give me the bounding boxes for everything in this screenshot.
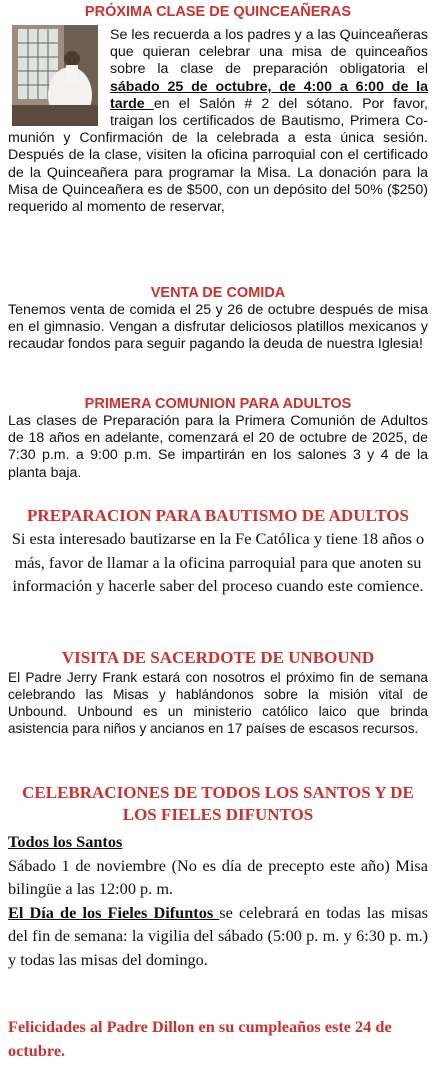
- difuntos-subheading: El Día de los Fieles Difuntos: [8, 902, 220, 922]
- santos-text: Sábado 1 de noviembre (No es día de precepto este año) Misa bilingüe a las 12:00 p. m.: [8, 855, 428, 898]
- unbound-heading: VISITA DE SACERDOTE DE UNBOUND: [61, 648, 375, 667]
- quinceanera-section: [8, 3, 428, 216]
- birthday-text: Felicidades al Padre Dillon en su cumpleaños este 24 de octubre.: [8, 1017, 392, 1060]
- quinceanera-photo: [12, 25, 98, 126]
- quinceanera-heading: PRÓXIMA CLASE DE QUINCEAÑERAS: [84, 4, 352, 20]
- comida-heading: VENTA DE COMIDA: [150, 285, 286, 301]
- comunion-heading: PRIMERA COMUNION PARA ADULTOS: [84, 396, 352, 412]
- unbound-text: El Padre Jerry Frank estará con nosotros el próximo fin de semana celebrando las Misas y hablándonos sobre la misión vital de Unbound. Unbound es un ministerio católico laico que brinda asistencia para niños y ancianos en 17 países de escasos recursos.: [8, 670, 428, 736]
- quinceanera-date: sábado 25 de octubre, de 4:00 a 6:00 de la tarde: [110, 78, 428, 112]
- comunion-section: [8, 395, 428, 482]
- quinceanera-text-2: en el Salón # 2 del sótano. Por favor, traigan los certificados de Bautismo, Primera Comunión y Confirmación de la celebrada a esta única sesión. Después de la clase, visiten la oficina parroquial con el certificado de la Quinceañera para programar la Misa. La donación para la Misa de Quinceañera es de $500, con un depósito del 50% ($250) requerido al momento de reservar,: [8, 95, 428, 216]
- unbound-section: [8, 647, 428, 737]
- quinceanera-text-1: Se les recuerda a los padres y a las Quinceañeras que quieran celebrar una misa de quinceaños sobre la clase de preparación obligatoria el: [110, 27, 428, 78]
- santos-subheading: Todos los Santos: [8, 832, 123, 851]
- difuntos-text: [8, 901, 428, 972]
- santos-heading: CELEBRACIONES DE TODOS LOS SANTOS Y DE LOS FIELES DIFUNTOS: [22, 783, 414, 824]
- bautismo-section: [8, 505, 428, 598]
- birthday-section: [8, 1015, 428, 1062]
- comida-text: Tenemos venta de comida el 25 y 26 de octubre después de misa en el gimnasio. Vengan a disfrutar deliciosos platillos mexicanos y recaudar fondos para seguir pagando la deuda de nuestra Iglesia!: [8, 302, 428, 353]
- comunion-text: Las clases de Preparación para la Primera Comunión de Adultos de 18 años en adelante, comenzará el 20 de octubre de 2025, de 7:30 p.m. a 9:00 p.m. Se impartirán en los salones 3 y 4 de la planta baja.: [8, 413, 428, 481]
- church-window-image: [12, 25, 98, 126]
- comida-section: [8, 284, 428, 354]
- santos-section: [8, 782, 428, 971]
- difuntos-body: se celebrará en todas las misas del fin de semana: la vigilia del sábado (5:00 p. m. y 6:30 p. m.) y todas las misas del domingo.: [8, 902, 428, 969]
- bautismo-heading: PREPARACION PARA BAUTISMO DE ADULTOS: [27, 506, 409, 525]
- bautismo-text: Si esta interesado bautizarse en la Fe Católica y tiene 18 años o más, favor de llamar a la oficina parroquial para que anoten su información y hacerle saber del proceso cuando este comience.: [11, 529, 425, 595]
